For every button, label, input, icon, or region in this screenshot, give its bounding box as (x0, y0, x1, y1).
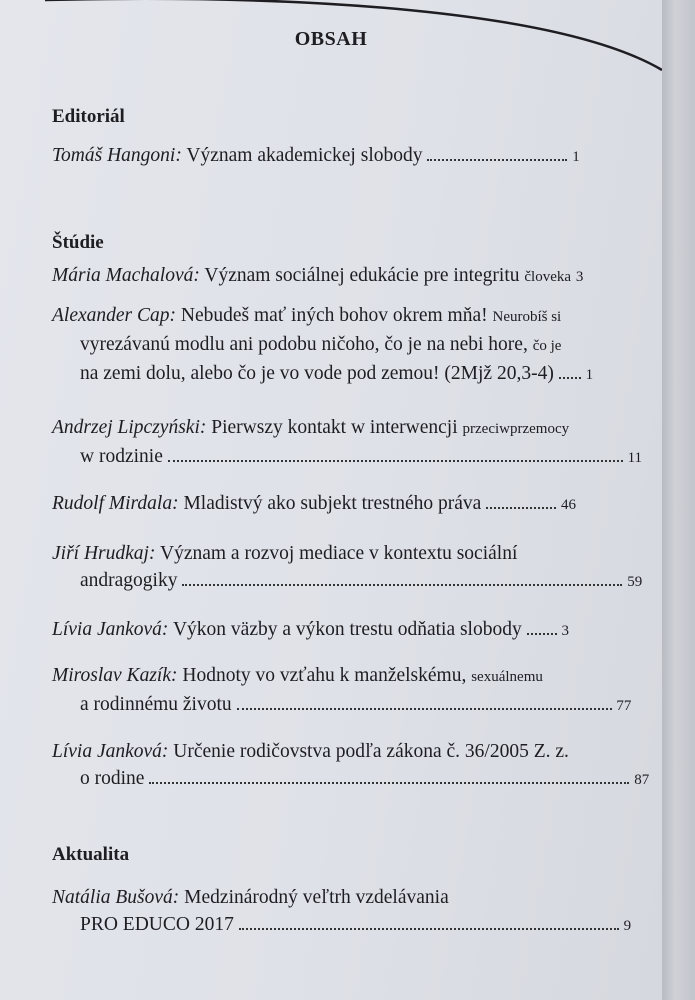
entry-author: Mária Machalová: (52, 265, 200, 286)
entry-page: 77 (616, 698, 632, 714)
toc-title: OBSAH (294, 28, 368, 50)
entry-title-line1: Určenie rodičovstva podľa zákona č. 36/2005 Z. z. (173, 741, 569, 762)
entry-page: 3 (561, 623, 569, 639)
entry-title-line1: Medzinárodný veľtrh vzdelávania (184, 887, 449, 908)
dot-leader (168, 459, 623, 462)
entry-title: Mladistvý ako subjekt trestného práva (183, 493, 482, 514)
entry-author: Tomáš Hangoni: (52, 145, 182, 166)
toc-entry-10[interactable] (52, 884, 631, 940)
entry-page: 1 (585, 367, 594, 383)
entry-title: Význam sociálnej edukácie pre integritu (204, 265, 520, 286)
toc-entry-9[interactable] (52, 738, 649, 794)
section-news: Aktualita (52, 844, 130, 865)
toc-entry-5[interactable] (52, 490, 576, 519)
entry-title-line1: Hodnoty vo vzťahu k manželskému, (182, 665, 467, 686)
dot-leader (239, 927, 619, 930)
entry-author: Andrzej Lipczyński: (52, 417, 207, 438)
entry-author: Natália Bušová: (52, 887, 180, 908)
entry-page: 1 (572, 149, 580, 165)
toc-entry-6[interactable] (52, 540, 642, 596)
dot-leader (237, 707, 612, 710)
entry-title: Význam akademickej slobody (186, 145, 423, 166)
toc-entry-7[interactable] (52, 616, 569, 645)
entry-title-line2-tail: čo je (532, 338, 562, 354)
dot-leader (182, 583, 622, 586)
entry-title-line1-tail: sexuálnemu (471, 669, 543, 685)
dot-leader (559, 376, 581, 379)
entry-title-line1: Pierwszy kontakt w interwencji (211, 417, 458, 438)
entry-author: Alexander Cap: (52, 305, 177, 326)
entry-title-line1-tail: Neurobíš si (492, 309, 562, 325)
dot-leader (149, 781, 629, 784)
entry-page: 59 (627, 574, 643, 590)
entry-author: Jiří Hrudkaj: (52, 543, 156, 564)
entry-title-line1: Nebudeš mať iných bohov okrem mňa! (180, 305, 488, 326)
page-edge-shadow (662, 0, 695, 1000)
section-studies: Štúdie (52, 232, 104, 253)
section-editorial: Editoriál (52, 106, 125, 127)
toc-entry-4[interactable] (52, 414, 642, 472)
entry-title-line2: PRO EDUCO 2017 (80, 914, 234, 935)
entry-author: Rudolf Mirdala: (52, 493, 179, 514)
entry-title-line3: na zemi dolu, alebo čo je vo vode pod zemou! (2Mjž 20,3-4) (80, 363, 554, 384)
entry-title: Výkon väzby a výkon trestu odňatia slobody (172, 619, 522, 640)
entry-author: Miroslav Kazík: (52, 665, 178, 686)
entry-title-line2: a rodinnému životu (80, 694, 232, 715)
entry-title-line1: Význam a rozvoj mediace v kontextu sociální (159, 543, 518, 564)
entry-page: 87 (634, 772, 650, 788)
entry-title-line2: vyrezávanú modlu ani podobu ničoho, čo je na nebi hore, (80, 334, 528, 355)
toc-entry-1[interactable] (52, 142, 580, 171)
dot-leader (427, 158, 567, 161)
entry-page: 46 (561, 497, 577, 513)
entry-author: Lívia Janková: (52, 741, 169, 762)
toc-entry-3[interactable] (52, 302, 593, 389)
dot-leader (527, 632, 557, 635)
toc-entry-2[interactable] (52, 262, 583, 291)
entry-author: Lívia Janková: (52, 619, 169, 640)
entry-title-line2: andragogiky (80, 570, 178, 591)
entry-page: 9 (623, 918, 632, 934)
entry-page: 11 (627, 450, 643, 466)
entry-title-line2: w rodzinie (80, 446, 163, 467)
toc-entry-8[interactable] (52, 662, 631, 720)
entry-title-line2: o rodine (80, 768, 145, 789)
entry-page: 3 (575, 269, 584, 285)
dot-leader (486, 506, 556, 509)
entry-title-tail: človeka (524, 269, 572, 285)
entry-title-line1-tail: przeciwprzemocy (462, 421, 570, 437)
